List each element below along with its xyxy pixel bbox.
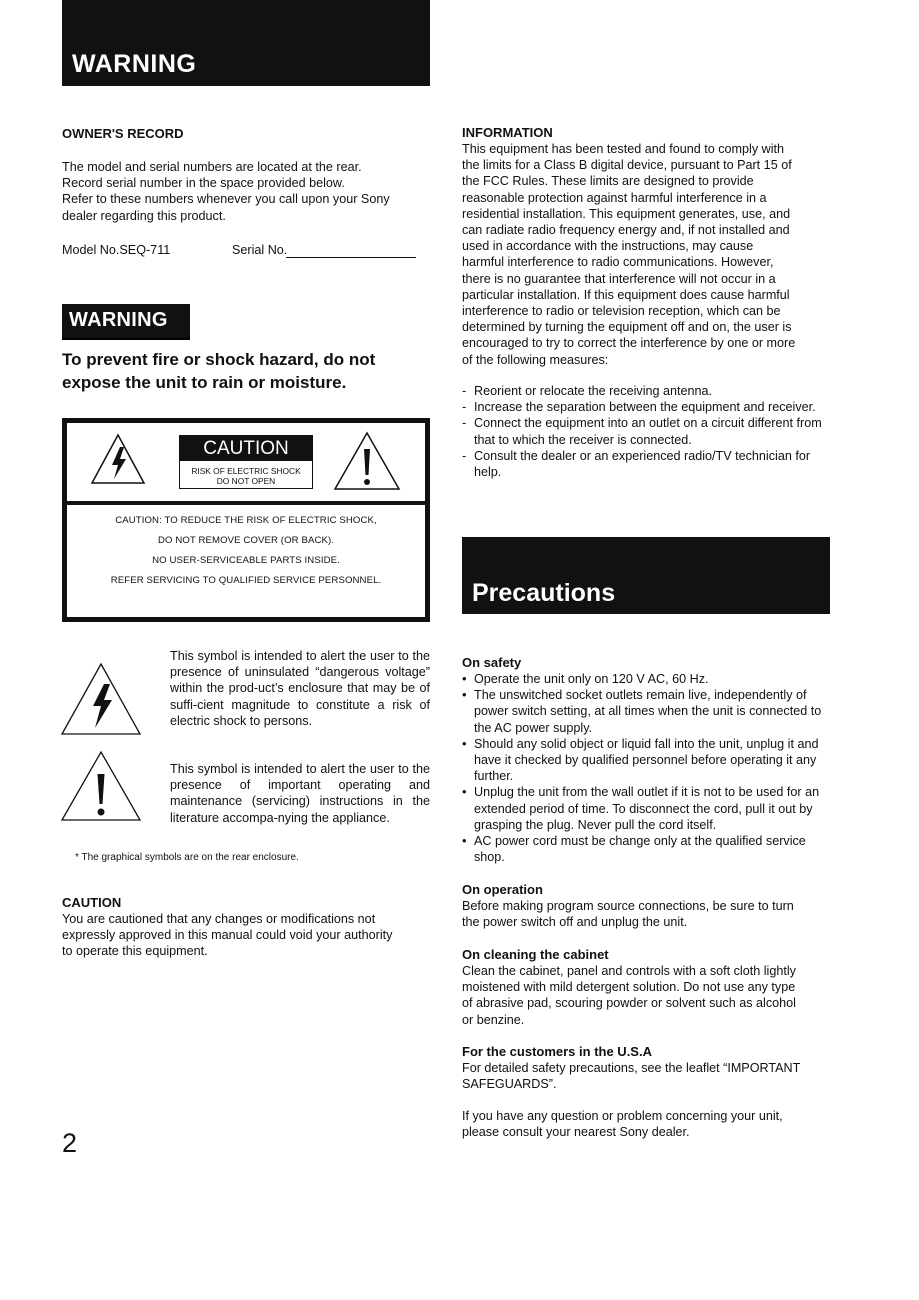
usa-line: For detailed safety precautions, see the leaflet “IMPORTANT xyxy=(462,1061,801,1075)
information-text xyxy=(462,141,842,368)
top-warning-title: WARNING xyxy=(72,50,197,78)
operation-line: the power switch off and unplug the unit. xyxy=(462,915,688,930)
information-line: of the following measures: xyxy=(462,352,609,367)
caution-plate-title: CAUTION xyxy=(180,436,312,461)
owners-record-text xyxy=(62,159,432,224)
safety-item: • AC power cord must be change only at the qualified service shop. xyxy=(462,833,832,865)
warning-badge xyxy=(62,304,190,340)
cleaning-line: or benzine. xyxy=(462,1012,525,1027)
closing-line: If you have any question or problem concerning your unit, xyxy=(462,1109,783,1123)
model-number: Model No.SEQ-711 xyxy=(62,243,171,257)
measure-item: - Reorient or relocate the receiving antenna. xyxy=(462,383,832,399)
owners-record-line: Refer to these numbers whenever you call upon your Sony xyxy=(62,192,390,207)
on-cleaning-heading: On cleaning the cabinet xyxy=(462,947,609,962)
information-line: the limits for a Class B digital device, pursuant to Part 15 of xyxy=(462,158,792,173)
warning-statement-line: To prevent fire or shock hazard, do not xyxy=(62,350,376,369)
usa-text xyxy=(462,1060,842,1092)
precautions-title: Precautions xyxy=(472,579,616,607)
measure-item: - Increase the separation between the equipment and receiver. xyxy=(462,399,832,415)
information-line: reasonable protection against harmful interference in a xyxy=(462,190,767,205)
information-line: residential installation. This equipment generates, use, and xyxy=(462,206,791,221)
caution-line: to operate this equipment. xyxy=(62,944,208,959)
information-line: there is no guarantee that interference will not occur in a xyxy=(462,271,776,286)
owners-record-line: Record serial number in the space provided below. xyxy=(62,176,345,191)
page-number: 2 xyxy=(62,1128,78,1158)
caution-text xyxy=(62,911,442,960)
owners-record-line: dealer regarding this product. xyxy=(62,208,226,223)
usa-heading: For the customers in the U.S.A xyxy=(462,1044,652,1059)
on-cleaning-text xyxy=(462,963,842,1028)
caution-label-text xyxy=(67,511,425,591)
caution-label-line: REFER SERVICING TO QUALIFIED SERVICE PERSONNEL. xyxy=(110,575,382,586)
safety-item: • Operate the unit only on 120 V AC, 60 Hz. xyxy=(462,671,832,687)
information-line: particular installation. If this equipment does cause harmful xyxy=(462,287,790,302)
information-heading: INFORMATION xyxy=(462,125,553,140)
caution-label-line: CAUTION: TO REDUCE THE RISK OF ELECTRIC SHOCK, xyxy=(115,515,377,526)
information-line: used in accordance with the instructions, may cause xyxy=(462,239,754,254)
exclamation-symbol-text: This symbol is intended to alert the user to the presence of important operating and maintenance (servicing) instructions in the literature accompa-nying the appliance. xyxy=(170,762,430,825)
top-warning-banner xyxy=(62,0,430,86)
safety-item: • Unplug the unit from the wall outlet if it is not to be used for an extended period of time. To disconnect the cord, pull it out by grasping the plug. Never pull the cord itself. xyxy=(462,784,832,833)
safety-item: • Should any solid object or liquid fall into the unit, unplug it and have it checked by qualified personnel before operating it any further. xyxy=(462,736,832,785)
lightning-symbol-icon xyxy=(60,662,142,736)
information-line: determined by turning the equipment off and on, the user is xyxy=(462,320,792,335)
caution-plate-sub: RISK OF ELECTRIC SHOCK xyxy=(191,466,301,476)
serial-number-label: Serial No. xyxy=(232,243,288,257)
information-line: the FCC Rules. These limits are designed to provide xyxy=(462,174,754,189)
warning-statement-line: expose the unit to rain or moisture. xyxy=(62,373,347,392)
owners-record-line: The model and serial numbers are located at the rear. xyxy=(62,160,362,174)
warning-badge-title: WARNING xyxy=(69,309,168,331)
safety-item: • The unswitched socket outlets remain live, independently of power switch setting, at all times when the unit is connected to the AC power supply. xyxy=(462,687,832,736)
on-operation-text xyxy=(462,898,842,930)
closing-line: please consult your nearest Sony dealer. xyxy=(462,1125,690,1140)
information-line: can radiate radio frequency energy and, if not installed and xyxy=(462,223,790,238)
information-line: This equipment has been tested and found to comply with xyxy=(462,142,785,156)
caution-heading: CAUTION xyxy=(62,895,122,910)
lightning-warning-icon xyxy=(90,433,146,485)
cleaning-line: of abrasive pad, scouring powder or solvent such as alcohol xyxy=(462,996,796,1011)
caution-label-line: DO NOT REMOVE COVER (OR BACK). xyxy=(157,535,335,546)
exclamation-symbol-icon xyxy=(60,750,142,822)
on-operation-heading: On operation xyxy=(462,882,543,897)
information-line: harmful interference to radio communications. However, xyxy=(462,255,774,270)
precautions-banner xyxy=(462,537,830,614)
exclamation-warning-icon xyxy=(333,431,401,491)
caution-label-top xyxy=(67,423,425,505)
warning-statement xyxy=(62,348,442,394)
symbols-footnote: * The graphical symbols are on the rear enclosure. xyxy=(75,852,299,863)
caution-plate-sub: DO NOT OPEN xyxy=(216,476,276,486)
lightning-symbol-text: This symbol is intended to alert the user to the presence of uninsulated “dangerous voltage” within the prod-uct’s enclosure that may be of suffi-cient magnitude to constitute a risk of electric shock to persons. xyxy=(170,649,430,728)
safety-list xyxy=(462,671,832,865)
caution-line: expressly approved in this manual could void your authority xyxy=(62,928,393,943)
information-line: encouraged to try to correct the interference by one or more xyxy=(462,336,796,351)
operation-line: Before making program source connections, be sure to turn xyxy=(462,899,794,913)
caution-label-box xyxy=(62,418,430,622)
cleaning-line: Clean the cabinet, panel and controls with a soft cloth lightly xyxy=(462,964,796,978)
caution-label-line: NO USER-SERVICEABLE PARTS INSIDE. xyxy=(152,555,340,566)
interference-measures xyxy=(462,383,832,480)
measure-item: - Connect the equipment into an outlet on a circuit different from that to which the receiver is connected. xyxy=(462,415,832,447)
closing-text xyxy=(462,1108,842,1140)
serial-number-blank xyxy=(286,257,416,258)
cleaning-line: moistened with mild detergent solution. Do not use any type xyxy=(462,980,796,995)
caution-plate xyxy=(179,435,313,489)
usa-line: SAFEGUARDS”. xyxy=(462,1077,557,1092)
measure-item: - Consult the dealer or an experienced radio/TV technician for help. xyxy=(462,448,832,480)
information-line: interference to radio or television reception, which can be xyxy=(462,304,781,319)
owners-record-heading: OWNER'S RECORD xyxy=(62,126,184,141)
on-safety-heading: On safety xyxy=(462,655,522,670)
caution-line: You are cautioned that any changes or modifications not xyxy=(62,912,376,926)
